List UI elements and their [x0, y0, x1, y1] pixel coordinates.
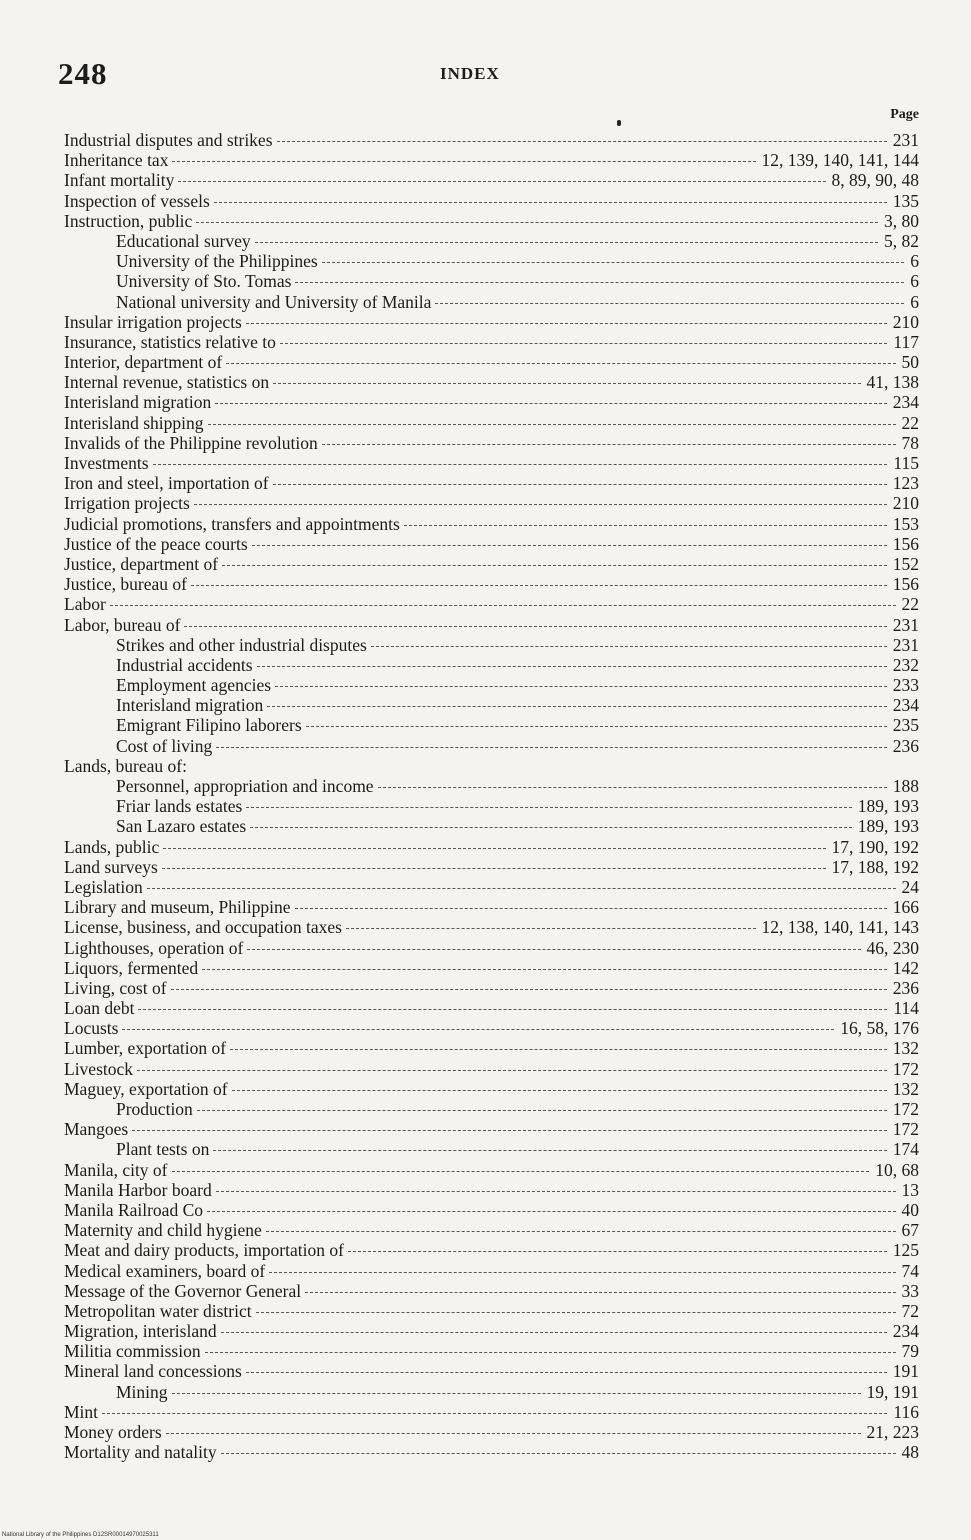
- index-entry: [64, 917, 919, 937]
- entry-label: Lighthouses, operation of: [64, 937, 244, 958]
- entry-pages: 5, 82: [884, 230, 919, 251]
- dot-leader: [378, 787, 887, 788]
- dot-leader: [194, 504, 887, 505]
- dot-leader: [435, 303, 904, 304]
- index-entry: [64, 1341, 919, 1361]
- dot-leader: [162, 868, 826, 869]
- index-entry: [64, 372, 919, 392]
- entry-pages: 235: [892, 715, 919, 736]
- index-entry: [64, 1301, 919, 1321]
- entry-pages: 210: [892, 493, 919, 514]
- entry-pages: 72: [901, 1300, 919, 1321]
- dot-leader: [172, 1171, 870, 1172]
- index-subentry: [64, 675, 919, 695]
- entry-label: Loan debt: [64, 998, 135, 1019]
- entry-pages: 22: [901, 412, 919, 433]
- index-subentry: [64, 796, 919, 816]
- entry-pages: 10, 68: [875, 1159, 919, 1180]
- index-entry: [64, 312, 919, 332]
- dot-leader: [295, 282, 904, 283]
- entry-pages: 13: [901, 1179, 919, 1200]
- index-entry: [64, 493, 919, 513]
- entry-label: Militia commission: [64, 1341, 201, 1362]
- dot-leader: [371, 646, 887, 647]
- dot-leader: [208, 424, 896, 425]
- dot-leader: [184, 626, 886, 627]
- index-entry: [64, 1220, 919, 1240]
- entry-label: Migration, interisland: [64, 1321, 217, 1342]
- index-subentry: [64, 715, 919, 735]
- index-entry: [64, 877, 919, 897]
- entry-pages: 8, 89, 90, 48: [831, 170, 919, 191]
- index-entry: [64, 574, 919, 594]
- dot-leader: [216, 747, 886, 748]
- entry-label: University of Sto. Tomas: [116, 271, 292, 292]
- dot-leader: [172, 1393, 861, 1394]
- scan-footer: National Library of the Philippines D12SR00014970025311: [2, 1532, 159, 1538]
- entry-label: Labor: [64, 594, 106, 615]
- entry-pages: 79: [901, 1341, 919, 1362]
- entry-label: Cost of living: [116, 735, 213, 756]
- dot-leader: [266, 1231, 896, 1232]
- entry-label: Meat and dairy products, importation of: [64, 1240, 344, 1261]
- index-subentry: [64, 655, 919, 675]
- index-subentry: [64, 231, 919, 251]
- entry-pages: 234: [892, 392, 919, 413]
- entry-label: Inheritance tax: [64, 150, 169, 171]
- dot-leader: [348, 1251, 887, 1252]
- dot-leader: [166, 1433, 861, 1434]
- index-subentry: [64, 271, 919, 291]
- entry-pages: 16, 58, 176: [840, 1018, 919, 1039]
- index-entry: [64, 1079, 919, 1099]
- entry-label: Infant mortality: [64, 170, 175, 191]
- dot-leader: [230, 1049, 887, 1050]
- page-column-label: Page: [890, 107, 919, 122]
- entry-label: Maguey, exportation of: [64, 1078, 228, 1099]
- dot-leader: [226, 363, 895, 364]
- index-entry: [64, 1442, 919, 1462]
- dot-leader: [197, 1110, 887, 1111]
- dot-leader: [110, 605, 896, 606]
- entry-pages: 172: [892, 1099, 919, 1119]
- entry-pages: 48: [901, 1442, 919, 1463]
- dot-leader: [178, 181, 825, 182]
- dot-leader: [221, 1332, 887, 1333]
- dot-leader: [221, 1453, 896, 1454]
- entry-pages: 17, 188, 192: [831, 856, 919, 877]
- dot-leader: [273, 484, 887, 485]
- dot-leader: [153, 464, 888, 465]
- entry-label: National university and University of Manila: [116, 291, 432, 312]
- entry-pages: 117: [893, 331, 919, 352]
- entry-pages: 231: [892, 614, 919, 635]
- index-entry: [64, 897, 919, 917]
- dot-leader: [322, 262, 905, 263]
- entry-label: Industrial accidents: [116, 654, 253, 675]
- dot-leader: [269, 1272, 895, 1273]
- entry-label: Living, cost of: [64, 977, 167, 998]
- entry-label: Friar lands estates: [116, 796, 243, 817]
- entry-label: Plant tests on: [116, 1139, 210, 1160]
- index-entry: [64, 1361, 919, 1381]
- dot-leader: [250, 827, 852, 828]
- entry-pages: 191: [892, 1361, 919, 1382]
- index-entry: [64, 130, 919, 150]
- index-entry: [64, 1261, 919, 1281]
- dot-leader: [137, 1070, 887, 1071]
- index-entry: [64, 1180, 919, 1200]
- entry-label: Iron and steel, importation of: [64, 473, 269, 494]
- dot-leader: [213, 1150, 886, 1151]
- entry-pages: 22: [901, 594, 919, 615]
- page-number: 248: [58, 56, 108, 91]
- dot-leader: [246, 807, 851, 808]
- index-entry: [64, 392, 919, 412]
- index-entry: [64, 352, 919, 372]
- dot-leader: [122, 1029, 834, 1030]
- dot-leader: [306, 726, 887, 727]
- entry-label: Land surveys: [64, 856, 158, 877]
- entry-pages: 78: [901, 432, 919, 453]
- index-entry: [64, 978, 919, 998]
- entry-label: Mining: [116, 1381, 168, 1402]
- dot-leader: [346, 928, 756, 929]
- entry-label: Labor, bureau of: [64, 614, 181, 635]
- index-entry: [64, 1160, 919, 1180]
- dot-leader: [322, 444, 896, 445]
- entry-label: Liquors, fermented: [64, 957, 199, 978]
- entry-pages: 46, 230: [866, 937, 919, 958]
- index-subentry: [64, 1382, 919, 1402]
- entry-label: Justice, bureau of: [64, 574, 187, 595]
- entry-pages: 12, 138, 140, 141, 143: [761, 917, 919, 938]
- entry-pages: 6: [910, 251, 919, 272]
- dot-leader: [222, 565, 887, 566]
- entry-label: Maternity and child hygiene: [64, 1220, 262, 1241]
- entry-pages: 33: [901, 1280, 919, 1301]
- entry-pages: 210: [892, 311, 919, 332]
- dot-leader: [256, 1312, 896, 1313]
- index-entry: [64, 150, 919, 170]
- index-entry: [64, 211, 919, 231]
- index-subentry: [64, 635, 919, 655]
- dot-leader: [305, 1292, 895, 1293]
- entry-pages: 74: [901, 1260, 919, 1281]
- entry-pages: 189, 193: [857, 816, 919, 837]
- entry-label: Inspection of vessels: [64, 190, 210, 211]
- entry-label: Interisland shipping: [64, 412, 204, 433]
- index-entry: [64, 534, 919, 554]
- entry-label: Money orders: [64, 1422, 162, 1442]
- entry-pages: 24: [901, 876, 919, 897]
- dot-leader: [138, 1009, 887, 1010]
- entry-pages: 232: [892, 654, 919, 675]
- dot-leader: [215, 403, 886, 404]
- index-entry: [64, 615, 919, 635]
- dot-leader: [277, 141, 887, 142]
- entry-label: Instruction, public: [64, 210, 193, 231]
- entry-label: Mangoes: [64, 1119, 129, 1140]
- dot-leader: [232, 1090, 887, 1091]
- entry-label: Livestock: [64, 1058, 134, 1079]
- entry-label: University of the Philippines: [116, 251, 318, 272]
- entry-label: Manila Railroad Co: [64, 1199, 204, 1220]
- entry-label: Strikes and other industrial disputes: [116, 634, 367, 655]
- entry-pages: 166: [892, 897, 919, 918]
- entry-label: Lands, bureau of:: [64, 755, 187, 776]
- index-subentry: [64, 816, 919, 836]
- index-subentry: [64, 251, 919, 271]
- entry-label: Lumber, exportation of: [64, 1038, 227, 1059]
- entry-label: Interior, department of: [64, 352, 223, 373]
- entry-label: Judicial promotions, transfers and appointments: [64, 513, 400, 534]
- entry-label: Manila, city of: [64, 1159, 168, 1180]
- dot-leader: [132, 1130, 887, 1131]
- entry-pages: 236: [892, 735, 919, 756]
- dot-leader: [207, 1211, 895, 1212]
- entry-pages: 115: [893, 453, 919, 473]
- index-entry: [64, 554, 919, 574]
- index-subentry: [64, 776, 919, 796]
- entry-label: Invalids of the Philippine revolution: [64, 432, 318, 453]
- entry-pages: 152: [892, 553, 919, 574]
- entry-pages: 123: [892, 473, 919, 494]
- entry-label: Employment agencies: [116, 675, 272, 696]
- dot-leader: [404, 525, 887, 526]
- dot-leader: [163, 848, 825, 849]
- entry-pages: 50: [901, 352, 919, 373]
- dot-leader: [295, 908, 887, 909]
- entry-label: Irrigation projects: [64, 493, 190, 514]
- entry-pages: 142: [892, 957, 919, 978]
- entry-label: Personnel, appropriation and income: [116, 776, 374, 796]
- index-entry: [64, 413, 919, 433]
- entry-pages: 231: [892, 634, 919, 655]
- dot-leader: [191, 585, 887, 586]
- entry-pages: 19, 191: [866, 1381, 919, 1402]
- entry-pages: 189, 193: [857, 796, 919, 817]
- index-entry: [64, 857, 919, 877]
- index-entry: [64, 594, 919, 614]
- entry-label: Mortality and natality: [64, 1442, 217, 1463]
- index-entry: [64, 1402, 919, 1422]
- index-entry: [64, 473, 919, 493]
- entry-label: Justice of the peace courts: [64, 533, 248, 554]
- index-entry: [64, 1119, 919, 1139]
- entry-label: Interisland migration: [64, 392, 212, 413]
- index-entry: [64, 170, 919, 190]
- entry-pages: 12, 139, 140, 141, 144: [761, 150, 919, 171]
- entry-pages: 233: [892, 675, 919, 696]
- entry-pages: 156: [892, 533, 919, 554]
- index-entry: [64, 958, 919, 978]
- dot-leader: [216, 1191, 896, 1192]
- dot-leader: [267, 706, 886, 707]
- entry-label: Insurance, statistics relative to: [64, 331, 276, 352]
- entry-label: Legislation: [64, 876, 143, 897]
- index-entry: [64, 837, 919, 857]
- dot-leader: [214, 202, 887, 203]
- index-subentry: [64, 736, 919, 756]
- entry-label: Interisland migration: [116, 695, 264, 716]
- entry-label: Lands, public: [64, 836, 160, 857]
- entry-pages: 236: [892, 977, 919, 998]
- entry-label: Justice, department of: [64, 553, 219, 574]
- dot-leader: [102, 1413, 887, 1414]
- running-head: INDEX: [440, 64, 500, 83]
- entry-label: Insular irrigation projects: [64, 311, 242, 332]
- entry-pages: 188: [892, 776, 919, 796]
- dot-leader: [196, 222, 878, 223]
- index-entry: [64, 1240, 919, 1260]
- entry-label: Mineral land concessions: [64, 1361, 242, 1382]
- dot-leader: [273, 383, 860, 384]
- index-entry: [64, 453, 919, 473]
- dot-leader: [255, 242, 878, 243]
- entry-pages: 125: [892, 1240, 919, 1261]
- entry-label: Production: [116, 1099, 193, 1119]
- index-entry: [64, 332, 919, 352]
- entry-pages: 116: [893, 1401, 919, 1422]
- entry-label: Industrial disputes and strikes: [64, 130, 273, 150]
- entry-pages: 6: [910, 271, 919, 292]
- index-entry: [64, 998, 919, 1018]
- entry-pages: 6: [910, 291, 919, 312]
- entry-label: Mint: [64, 1401, 99, 1422]
- index-entry: [64, 433, 919, 453]
- entry-label: Emigrant Filipino laborers: [116, 715, 302, 736]
- entry-label: Manila Harbor board: [64, 1179, 212, 1200]
- entry-pages: 234: [892, 1321, 919, 1342]
- entry-pages: 132: [892, 1078, 919, 1099]
- index-subentry: [64, 292, 919, 312]
- entry-pages: 114: [893, 998, 919, 1019]
- dot-leader: [246, 323, 887, 324]
- index-entry: [64, 1038, 919, 1058]
- dot-leader: [280, 343, 888, 344]
- dot-leader: [246, 1372, 887, 1373]
- entry-label: Metropolitan water district: [64, 1300, 252, 1321]
- dot-leader: [172, 161, 755, 162]
- entry-pages: 21, 223: [866, 1422, 919, 1442]
- entry-pages: 231: [892, 130, 919, 150]
- entry-label: Library and museum, Philippine: [64, 897, 291, 918]
- dot-leader: [205, 1352, 896, 1353]
- entry-pages: 17, 190, 192: [831, 836, 919, 857]
- index-subentry: [64, 695, 919, 715]
- entry-label: San Lazaro estates: [116, 816, 247, 837]
- dot-leader: [147, 888, 896, 889]
- entry-label: Investments: [64, 453, 149, 473]
- entry-pages: 41, 138: [866, 372, 919, 393]
- entry-pages: 172: [892, 1058, 919, 1079]
- entry-pages: 135: [892, 190, 919, 211]
- index-subentry: [64, 1139, 919, 1159]
- entry-label: Locusts: [64, 1018, 119, 1039]
- entry-label: Medical examiners, board of: [64, 1260, 266, 1281]
- dot-leader: [252, 545, 887, 546]
- dot-leader: [257, 666, 887, 667]
- entry-pages: 153: [892, 513, 919, 534]
- dot-leader: [202, 969, 887, 970]
- entry-pages: 174: [892, 1139, 919, 1160]
- index-entry: [64, 514, 919, 534]
- index-subentry: [64, 1099, 919, 1119]
- index-entry: [64, 1422, 919, 1442]
- entry-pages: 40: [901, 1199, 919, 1220]
- entry-pages: 234: [892, 695, 919, 716]
- index-entry: [64, 756, 919, 776]
- index-entry: [64, 1281, 919, 1301]
- index-entries: [64, 130, 919, 1462]
- index-entry: [64, 1321, 919, 1341]
- entry-pages: 67: [901, 1220, 919, 1241]
- index-entry: [64, 1018, 919, 1038]
- entry-label: License, business, and occupation taxes: [64, 917, 342, 938]
- index-entry: [64, 938, 919, 958]
- entry-label: Internal revenue, statistics on: [64, 372, 270, 393]
- entry-pages: 132: [892, 1038, 919, 1059]
- dot-leader: [275, 686, 887, 687]
- index-entry: [64, 1200, 919, 1220]
- entry-label: Message of the Governor General: [64, 1280, 302, 1301]
- entry-pages: 156: [892, 574, 919, 595]
- index-entry: [64, 1059, 919, 1079]
- entry-pages: 3, 80: [884, 210, 919, 231]
- entry-pages: 172: [892, 1119, 919, 1140]
- entry-label: Educational survey: [116, 230, 251, 251]
- index-entry: [64, 191, 919, 211]
- ink-speck: [617, 120, 621, 126]
- dot-leader: [247, 949, 860, 950]
- dot-leader: [171, 989, 887, 990]
